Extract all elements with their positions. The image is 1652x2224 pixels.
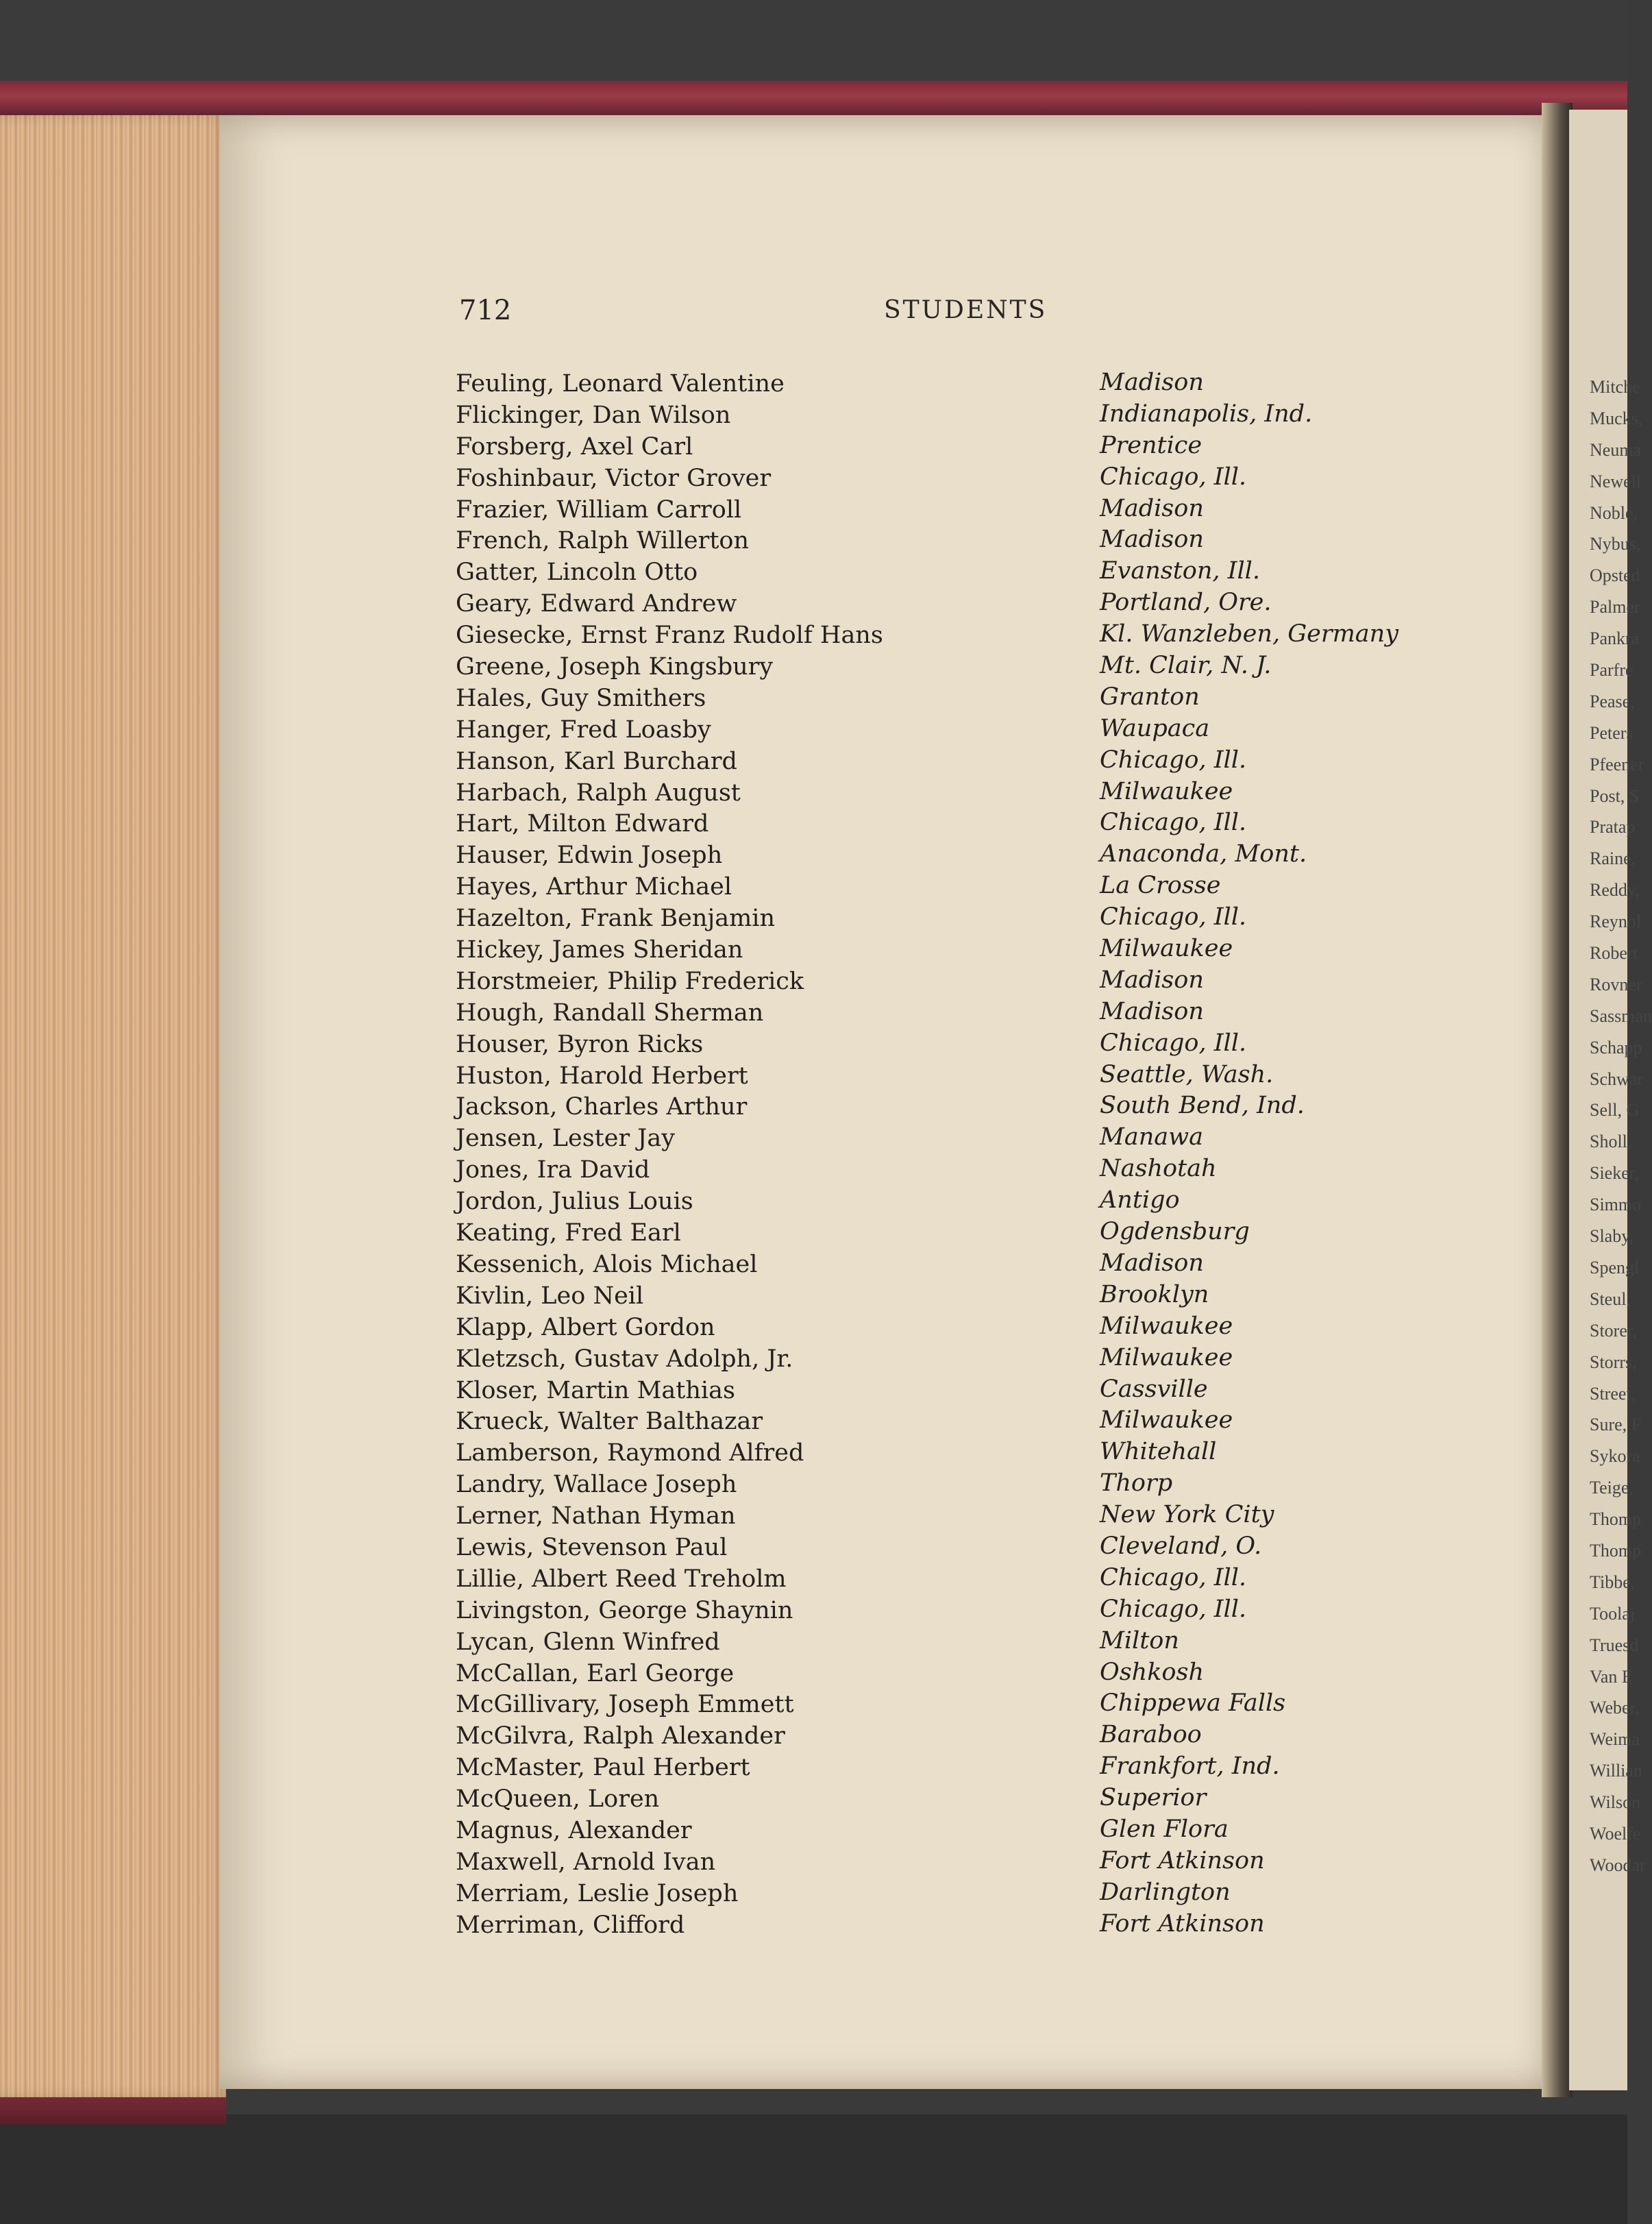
- facing-page-fragment: Truesd: [1590, 1635, 1639, 1655]
- student-hometown: Madison: [1100, 369, 1204, 396]
- student-hometown: Brooklyn: [1100, 1280, 1209, 1308]
- list-item: [456, 936, 1483, 968]
- student-hometown: Madison: [1100, 526, 1204, 554]
- student-name: Landry, Wallace Joseph: [456, 1471, 737, 1499]
- student-name: McQueen, Loren: [456, 1785, 660, 1813]
- facing-page-fragment: Pratap: [1590, 817, 1636, 838]
- facing-page-fragment: Pankra: [1590, 628, 1640, 649]
- list-item: [456, 842, 1483, 873]
- student-hometown: Antigo: [1100, 1186, 1180, 1214]
- student-list: [456, 370, 1483, 1943]
- student-name: Hickey, James Sheridan: [456, 936, 743, 964]
- facing-page-fragment: Weima: [1590, 1729, 1640, 1750]
- facing-page-fragment: Nybus,: [1590, 534, 1641, 554]
- facing-page-fragment: Palmer: [1590, 597, 1640, 618]
- student-name: Maxwell, Arnold Ivan: [456, 1848, 716, 1876]
- student-hometown: La Crosse: [1100, 872, 1221, 900]
- facing-page-fragment: Neuma: [1590, 439, 1642, 460]
- student-name: Huston, Harold Herbert: [456, 1062, 748, 1090]
- student-name: Jackson, Charles Arthur: [456, 1093, 748, 1121]
- facing-page-fragment: Willian: [1590, 1761, 1642, 1781]
- student-hometown: Milton: [1100, 1626, 1179, 1654]
- facing-page-fragment: Sholl,: [1590, 1132, 1632, 1152]
- facing-page-list: [1569, 377, 1652, 1887]
- student-name: Hauser, Edwin Joseph: [456, 842, 723, 870]
- student-hometown: Anaconda, Mont.: [1100, 840, 1307, 868]
- list-item: [456, 748, 1483, 779]
- student-name: Hanger, Fred Loasby: [456, 716, 711, 744]
- list-item: [456, 496, 1483, 528]
- list-item: [456, 590, 1483, 622]
- list-item: [456, 810, 1483, 842]
- facing-page: [1569, 110, 1652, 2090]
- student-name: Hanson, Karl Burchard: [456, 747, 737, 775]
- facing-page-fragment: Van E: [1590, 1666, 1633, 1687]
- facing-page-fragment: Toolaj: [1590, 1603, 1636, 1624]
- student-hometown: Waupaca: [1100, 714, 1210, 742]
- student-name: Livingston, George Shaynin: [456, 1596, 793, 1624]
- facing-page-fragment: Opsted: [1590, 565, 1640, 586]
- list-item: [456, 433, 1483, 465]
- facing-page-fragment: Sieker,: [1590, 1163, 1639, 1184]
- facing-page-fragment: Thomp: [1590, 1540, 1642, 1561]
- list-item: [456, 622, 1483, 653]
- student-hometown: Madison: [1100, 1249, 1204, 1277]
- list-item: [456, 1691, 1483, 1722]
- student-name: Lycan, Glenn Winfred: [456, 1628, 720, 1656]
- facing-page-fragment: Weber,: [1590, 1698, 1640, 1718]
- list-item: [456, 1282, 1483, 1314]
- student-name: Frazier, William Carroll: [456, 496, 742, 524]
- list-item: [456, 370, 1483, 402]
- facing-page-fragment: Newell: [1590, 471, 1642, 491]
- facing-page-fragment: Wilson: [1590, 1792, 1641, 1813]
- student-name: Geary, Edward Andrew: [456, 590, 737, 618]
- student-hometown: Chicago, Ill.: [1100, 1563, 1247, 1591]
- student-hometown: Granton: [1100, 683, 1200, 711]
- student-name: McCallan, Earl George: [456, 1659, 735, 1687]
- student-hometown: Fort Atkinson: [1100, 1909, 1265, 1938]
- list-item: [456, 1597, 1483, 1628]
- student-name: Kloser, Martin Mathias: [456, 1376, 735, 1404]
- facing-page-fragment: Thomp: [1590, 1509, 1642, 1530]
- student-name: Hart, Milton Edward: [456, 810, 709, 838]
- student-hometown: Madison: [1100, 966, 1204, 994]
- student-name: Foshinbaur, Victor Grover: [456, 464, 772, 492]
- student-name: Feuling, Leonard Valentine: [456, 370, 785, 398]
- list-item: [456, 968, 1483, 999]
- student-hometown: Chippewa Falls: [1100, 1689, 1286, 1718]
- list-item: [456, 1628, 1483, 1660]
- list-item: [456, 1534, 1483, 1565]
- student-name: Merriam, Leslie Joseph: [456, 1879, 739, 1907]
- student-name: Giesecke, Ernst Franz Rudolf Hans: [456, 622, 883, 650]
- facing-page-fragment: Tibbe,: [1590, 1572, 1636, 1592]
- student-name: Jordon, Julius Louis: [456, 1188, 693, 1216]
- student-hometown: Portland, Ore.: [1100, 589, 1272, 617]
- student-name: Horstmeier, Philip Frederick: [456, 967, 804, 995]
- student-name: French, Ralph Willerton: [456, 527, 750, 555]
- student-hometown: Darlington: [1100, 1878, 1231, 1906]
- student-name: Lewis, Stevenson Paul: [456, 1533, 728, 1561]
- student-hometown: Evanston, Ill.: [1100, 557, 1260, 585]
- student-hometown: Oshkosh: [1100, 1658, 1204, 1686]
- facing-page-fragment: Post, S: [1590, 785, 1640, 806]
- book-gutter: [1542, 103, 1573, 2097]
- student-hometown: Manawa: [1100, 1123, 1203, 1151]
- student-name: Harbach, Ralph August: [456, 779, 741, 807]
- list-item: [456, 1660, 1483, 1691]
- student-hometown: Chicago, Ill.: [1100, 1595, 1247, 1623]
- student-hometown: Chicago, Ill.: [1100, 463, 1247, 491]
- student-hometown: New York City: [1100, 1501, 1274, 1529]
- student-hometown: Glen Flora: [1100, 1815, 1229, 1843]
- list-item: [456, 1722, 1483, 1754]
- student-hometown: Milwaukee: [1100, 1312, 1233, 1340]
- facing-page-fragment: Raine,: [1590, 848, 1636, 869]
- student-hometown: Baraboo: [1100, 1721, 1202, 1749]
- list-item: [456, 1251, 1483, 1282]
- list-item: [456, 1062, 1483, 1094]
- student-name: Magnus, Alexander: [456, 1816, 692, 1844]
- student-name: Houser, Byron Ricks: [456, 1030, 704, 1058]
- page-number: 712: [459, 295, 512, 326]
- list-item: [456, 1565, 1483, 1597]
- student-name: Lerner, Nathan Hyman: [456, 1502, 736, 1530]
- student-name: Kletzsch, Gustav Adolph, Jr.: [456, 1345, 793, 1373]
- student-name: Greene, Joseph Kingsbury: [456, 653, 774, 681]
- page-stack-edge: [0, 115, 226, 2097]
- page-header: [459, 288, 1048, 329]
- list-item: [456, 1880, 1483, 1911]
- facing-page-fragment: Mucks,: [1590, 408, 1643, 428]
- facing-page-fragment: Spengl: [1590, 1257, 1640, 1278]
- list-item: [456, 1345, 1483, 1377]
- list-item: [456, 873, 1483, 905]
- facing-page-fragment: Robert: [1590, 943, 1638, 964]
- student-name: McGilvra, Ralph Alexander: [456, 1722, 785, 1750]
- student-name: Keating, Fred Earl: [456, 1219, 681, 1247]
- facing-page-fragment: Sassman: [1590, 1005, 1652, 1026]
- student-hometown: Nashotah: [1100, 1155, 1217, 1183]
- student-name: Kivlin, Leo Neil: [456, 1282, 644, 1310]
- facing-page-fragment: Woodar: [1590, 1855, 1646, 1875]
- list-item: [456, 1754, 1483, 1785]
- list-item: [456, 1031, 1483, 1062]
- student-name: Hazelton, Frank Benjamin: [456, 905, 776, 933]
- list-item: [456, 1502, 1483, 1534]
- list-item: [456, 1848, 1483, 1880]
- list-item: [456, 1156, 1483, 1188]
- list-item: [456, 1377, 1483, 1408]
- backdrop-bottom: [0, 2114, 1627, 2224]
- student-hometown: Milwaukee: [1100, 1343, 1233, 1371]
- list-item: [456, 1125, 1483, 1156]
- facing-page-fragment: Slaby,: [1590, 1226, 1634, 1247]
- student-hometown: Fort Atkinson: [1100, 1846, 1265, 1874]
- facing-page-fragment: Storer,: [1590, 1320, 1637, 1341]
- student-name: Hayes, Arthur Michael: [456, 873, 732, 901]
- student-name: Forsberg, Axel Carl: [456, 432, 693, 461]
- student-hometown: Cleveland, O.: [1100, 1532, 1262, 1560]
- student-hometown: Whitehall: [1100, 1438, 1217, 1466]
- student-name: McMaster, Paul Herbert: [456, 1754, 750, 1782]
- list-item: [456, 999, 1483, 1031]
- list-item: [456, 1188, 1483, 1219]
- student-name: Lamberson, Raymond Alfred: [456, 1439, 804, 1467]
- list-item: [456, 1439, 1483, 1471]
- student-hometown: Ogdensburg: [1100, 1218, 1250, 1246]
- facing-page-fragment: Teige,: [1590, 1478, 1633, 1498]
- student-hometown: Kl. Wanzleben, Germany: [1100, 620, 1398, 648]
- facing-page-fragment: Schapp: [1590, 1037, 1642, 1058]
- student-hometown: Milwaukee: [1100, 1406, 1233, 1434]
- facing-page-fragment: Woelfe: [1590, 1823, 1641, 1844]
- student-name: Gatter, Lincoln Otto: [456, 559, 698, 587]
- list-item: [456, 779, 1483, 811]
- list-item: [456, 465, 1483, 496]
- student-hometown: Milwaukee: [1100, 777, 1233, 805]
- facing-page-fragment: Steul,: [1590, 1288, 1631, 1309]
- list-item: [456, 1219, 1483, 1251]
- student-name: Kessenich, Alois Michael: [456, 1250, 758, 1278]
- student-name: Hales, Guy Smithers: [456, 684, 706, 712]
- student-name: Jensen, Lester Jay: [456, 1125, 675, 1153]
- facing-page-fragment: Schwar: [1590, 1068, 1643, 1089]
- list-item: [456, 1408, 1483, 1439]
- facing-page-fragment: Parfre: [1590, 660, 1633, 681]
- list-item: [456, 527, 1483, 559]
- list-item: [456, 402, 1483, 433]
- student-hometown: Madison: [1100, 997, 1204, 1025]
- student-hometown: South Bend, Ind.: [1100, 1092, 1305, 1120]
- student-hometown: Cassville: [1100, 1375, 1208, 1403]
- list-item: [456, 1817, 1483, 1848]
- student-name: Jones, Ira David: [456, 1156, 650, 1184]
- list-item: [456, 1785, 1483, 1817]
- facing-page-fragment: Sykora: [1590, 1446, 1640, 1467]
- list-item: [456, 1471, 1483, 1502]
- student-name: Klapp, Albert Gordon: [456, 1313, 715, 1341]
- list-item: [456, 716, 1483, 748]
- student-hometown: Prentice: [1100, 431, 1203, 459]
- facing-page-fragment: Storrs,: [1590, 1352, 1637, 1372]
- student-hometown: Chicago, Ill.: [1100, 809, 1247, 837]
- facing-page-fragment: Noble,: [1590, 502, 1638, 523]
- student-hometown: Madison: [1100, 494, 1204, 522]
- student-name: McGillivary, Joseph Emmett: [456, 1691, 794, 1719]
- student-name: Merriman, Clifford: [456, 1911, 685, 1939]
- student-hometown: Milwaukee: [1100, 935, 1233, 963]
- list-item: [456, 1093, 1483, 1125]
- student-hometown: Chicago, Ill.: [1100, 1029, 1247, 1057]
- student-hometown: Chicago, Ill.: [1100, 746, 1247, 774]
- facing-page-fragment: Peters: [1590, 722, 1633, 743]
- student-name: Lillie, Albert Reed Treholm: [456, 1565, 787, 1593]
- facing-page-fragment: Mitche: [1590, 377, 1640, 397]
- facing-page-fragment: Sure, F: [1590, 1415, 1642, 1435]
- student-hometown: Seattle, Wash.: [1100, 1060, 1274, 1088]
- facing-page-fragment: Pease,: [1590, 691, 1635, 711]
- list-item: [456, 559, 1483, 590]
- running-head: STUDENTS: [884, 296, 1048, 324]
- facing-page-fragment: Rovner: [1590, 974, 1642, 994]
- book-cover-edge: [0, 81, 1627, 115]
- student-hometown: Frankfort, Ind.: [1100, 1752, 1280, 1781]
- list-item: [456, 1314, 1483, 1345]
- student-name: Krueck, Walter Balthazar: [456, 1408, 763, 1436]
- student-name: Hough, Randall Sherman: [456, 999, 764, 1027]
- list-item: [456, 685, 1483, 716]
- student-hometown: Chicago, Ill.: [1100, 903, 1247, 931]
- student-name: Flickinger, Dan Wilson: [456, 401, 731, 429]
- facing-page-fragment: Simmo: [1590, 1195, 1642, 1215]
- student-hometown: Indianapolis, Ind.: [1100, 400, 1313, 428]
- facing-page-fragment: Reynol: [1590, 912, 1642, 932]
- facing-page-fragment: Sell, G: [1590, 1100, 1640, 1121]
- facing-page-fragment: Pfeener: [1590, 754, 1644, 774]
- facing-page-fragment: Street,: [1590, 1383, 1636, 1404]
- list-item: [456, 905, 1483, 936]
- list-item: [456, 1911, 1483, 1943]
- student-hometown: Superior: [1100, 1784, 1207, 1812]
- list-item: [456, 653, 1483, 685]
- backdrop-top: [0, 0, 1627, 86]
- student-hometown: Thorp: [1100, 1469, 1173, 1498]
- student-hometown: Mt. Clair, N. J.: [1100, 652, 1272, 680]
- facing-page-fragment: Reddy,: [1590, 880, 1640, 901]
